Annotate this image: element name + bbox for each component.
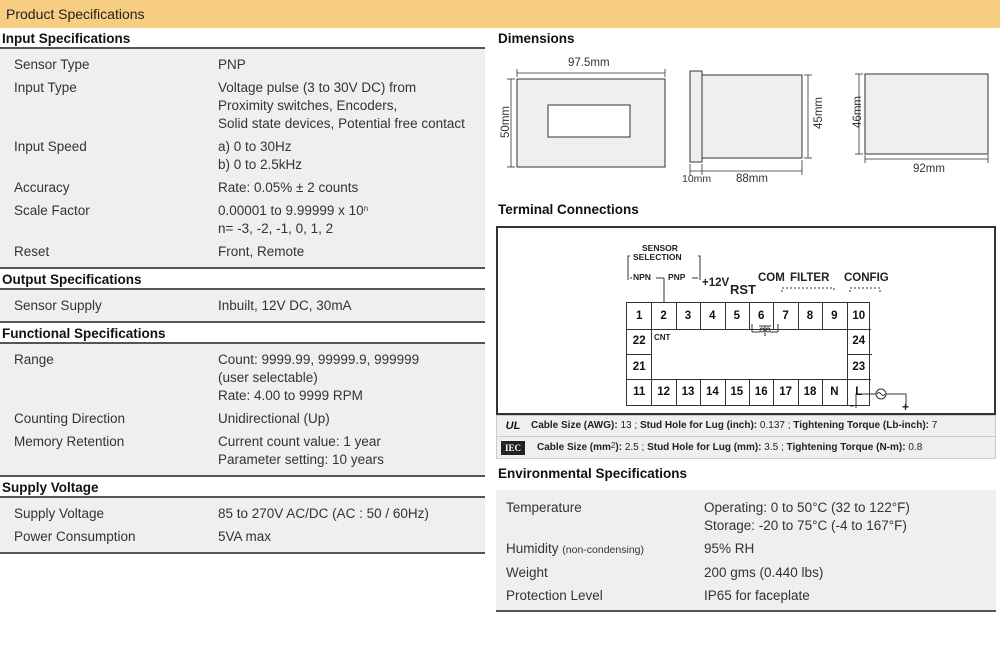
cnt-label: CNT xyxy=(654,333,671,342)
spec-value xyxy=(704,499,996,535)
terminal-bottom-divider xyxy=(676,379,677,405)
terminal-top-cell: 2 xyxy=(660,310,667,322)
spec-value-line xyxy=(218,369,485,387)
spec-value xyxy=(218,528,485,546)
side-height-label: 45mm xyxy=(812,97,825,129)
spec-value-text: Unidirectional (Up) xyxy=(218,411,330,426)
sensor-bracket-left xyxy=(628,256,630,280)
spec-row xyxy=(14,505,485,523)
spec-row xyxy=(14,410,485,428)
spec-value-line xyxy=(218,79,485,97)
iec-stud-label: Stud Hole for Lug (mm): xyxy=(647,441,762,453)
filter-label: FILTER xyxy=(790,272,830,284)
ul-logo-icon: UL xyxy=(505,420,521,432)
terminal-bottom-cell: N xyxy=(830,386,839,398)
terminal-top-divider xyxy=(651,303,652,329)
spec-value-line xyxy=(218,351,485,369)
spec-value-text: 5VA max xyxy=(218,529,272,544)
iec-torque-value: 0.8 xyxy=(905,441,923,453)
spec-value-text: PNP xyxy=(218,57,246,72)
front-width-label: 97.5mm xyxy=(568,57,610,69)
spec-row xyxy=(506,587,996,605)
spec-value-text: Current count value: 1 year xyxy=(218,434,381,449)
npn-label: NPN xyxy=(633,272,651,282)
spec-key xyxy=(506,499,704,535)
front-view-display xyxy=(548,105,630,137)
spec-key-text: Range xyxy=(14,352,54,367)
spec-value-text: Rate: 4.00 to 9999 RPM xyxy=(218,388,363,403)
spec-value-line xyxy=(218,156,485,174)
spec-key-text: Temperature xyxy=(506,500,582,515)
terminal-bottom-cell: 12 xyxy=(657,386,670,398)
side-view-bezel xyxy=(690,71,702,162)
terminal-bottom-cell: 11 xyxy=(633,386,646,398)
spec-value-line xyxy=(218,243,485,261)
iec-cable-sup: 2 xyxy=(610,440,616,450)
spec-key xyxy=(14,297,218,315)
spec-key-text: Supply Voltage xyxy=(14,506,105,521)
spec-key xyxy=(14,351,218,405)
spec-key-text: Protection Level xyxy=(506,588,603,603)
spec-key xyxy=(14,56,218,74)
spec-key xyxy=(14,528,218,546)
sensor-bracket-right xyxy=(698,256,700,280)
spec-value-line xyxy=(218,220,485,238)
iec-torque-label: Tightening Torque (N-m): xyxy=(786,441,906,453)
output-specs-table xyxy=(0,290,485,323)
spec-value-line xyxy=(704,587,996,605)
terminal-diagram xyxy=(496,226,996,415)
spec-value xyxy=(218,138,485,174)
supply-plus-label: + xyxy=(902,400,910,414)
terminal-right-mid-line xyxy=(847,354,872,355)
terminal-left-cell: 21 xyxy=(632,361,646,373)
iec-cert-row xyxy=(496,437,996,459)
terminal-top-cell: 6 xyxy=(757,310,765,322)
spec-row xyxy=(14,56,485,74)
spec-key xyxy=(506,564,704,582)
spec-key xyxy=(14,505,218,523)
spec-value-text: Front, Remote xyxy=(218,244,305,259)
spec-row xyxy=(14,528,485,546)
spec-value-line xyxy=(218,202,485,220)
spec-key-text: Scale Factor xyxy=(14,203,90,218)
spec-key-text: Counting Direction xyxy=(14,411,126,426)
terminal-top-cell: 7 xyxy=(782,310,789,322)
spec-key-text: Accuracy xyxy=(14,180,70,195)
supply-voltage-table xyxy=(0,498,485,554)
spec-value-line xyxy=(218,451,485,469)
spec-value xyxy=(704,587,996,605)
spec-value-text: 200 gms (0.440 lbs) xyxy=(704,565,824,580)
spec-value-line xyxy=(704,499,996,517)
config-bracket xyxy=(850,288,880,292)
spec-row xyxy=(506,564,996,582)
spec-row xyxy=(14,138,485,174)
terminal-right-cell: 23 xyxy=(852,361,866,373)
terminal-bottom-cell: 13 xyxy=(681,386,695,398)
terminal-top-cell: 4 xyxy=(709,310,716,322)
terminal-block xyxy=(626,302,870,406)
output-specs-heading: Output Specifications xyxy=(0,269,485,290)
spec-key xyxy=(14,79,218,133)
spec-value-line xyxy=(704,517,996,535)
input-specs-heading: Input Specifications xyxy=(0,28,485,49)
terminal-bottom-divider xyxy=(847,379,848,405)
spec-value-line xyxy=(704,564,996,582)
terminal-bottom-divider xyxy=(700,379,701,405)
spec-value-line xyxy=(218,505,485,523)
spec-key-text: Input Speed xyxy=(14,139,87,154)
terminal-bottom-divider xyxy=(798,379,799,405)
spec-row xyxy=(14,297,485,315)
spec-value-text: Parameter setting: 10 years xyxy=(218,452,384,467)
spec-key xyxy=(14,433,218,469)
spec-row xyxy=(506,540,996,559)
iec-logo-icon: IEC xyxy=(501,441,525,455)
terminal-left-cell: 22 xyxy=(632,335,646,347)
iec-stud-value: 3.5 ; xyxy=(761,441,787,453)
terminal-top-cell: 10 xyxy=(852,310,866,322)
spec-row xyxy=(14,202,485,238)
rst-label: RST xyxy=(730,282,756,297)
spec-value-text: Voltage pulse (3 to 30V DC) from xyxy=(218,80,417,95)
spec-value-text: Count: 9999.99, 99999.9, 999999 xyxy=(218,352,420,367)
spec-value xyxy=(218,243,485,261)
page-banner: Product Specifications xyxy=(0,0,1000,28)
supply-voltage-heading: Supply Voltage xyxy=(0,477,485,498)
spec-row xyxy=(14,79,485,133)
spec-value xyxy=(218,56,485,74)
terminal-top-divider xyxy=(676,303,677,329)
spec-value-text: Storage: -20 to 75°C (-4 to 167°F) xyxy=(704,518,907,533)
left-column xyxy=(0,28,485,554)
terminal-bottom-cell: 14 xyxy=(705,386,719,398)
terminal-bottom-cell: 15 xyxy=(730,386,744,398)
spec-value-text: Inbuilt, 12V DC, 30mA xyxy=(218,298,352,313)
spec-value-text: a) 0 to 30Hz xyxy=(218,139,292,154)
spec-value-text: n= -3, -2, -1, 0, 1, 2 xyxy=(218,221,334,236)
spec-key xyxy=(14,138,218,174)
functional-specs-table xyxy=(0,344,485,477)
spec-value xyxy=(704,564,996,582)
cutout-width-label: 92mm xyxy=(913,163,945,175)
terminal-bottom-cell: 16 xyxy=(754,386,768,398)
iec-cable-label-end: ): xyxy=(615,441,623,453)
spec-key-text: Input Type xyxy=(14,80,77,95)
spec-key-text: Weight xyxy=(506,565,548,580)
config-label: CONFIG xyxy=(844,272,889,284)
spec-value-text: Proximity switches, Encoders, xyxy=(218,98,398,113)
spec-row xyxy=(14,351,485,405)
terminal-bottom-divider xyxy=(651,379,652,405)
spec-value-text: Operating: 0 to 50°C (32 to 122°F) xyxy=(704,500,910,515)
terminal-top-cell: 8 xyxy=(806,310,814,322)
spec-value-text: (user selectable) xyxy=(218,370,318,385)
filter-bracket xyxy=(782,288,834,292)
terminal-top-divider xyxy=(700,303,701,329)
spec-key-text: Sensor Type xyxy=(14,57,90,72)
pnp-label: PNP xyxy=(668,272,686,282)
functional-specs-heading: Functional Specifications xyxy=(0,323,485,344)
spec-row xyxy=(14,179,485,197)
terminal-bottom-cell: L xyxy=(855,386,863,398)
terminal-cells xyxy=(627,303,869,405)
ul-torque-label: Tightening Torque (Lb-inch): xyxy=(793,420,929,431)
environmental-table xyxy=(496,490,996,612)
terminal-left-mid-line xyxy=(627,354,651,355)
terminal-top-cell: 9 xyxy=(831,310,838,322)
spec-value-line xyxy=(218,387,485,405)
spec-value xyxy=(218,79,485,133)
terminal-bottom-divider xyxy=(749,379,750,405)
input-specs-table xyxy=(0,49,485,269)
iec-cable-label: Cable Size (mm xyxy=(537,441,611,453)
spec-value-text: 0.00001 to 9.99999 x 10 xyxy=(218,203,364,218)
spec-value-text: Rate: 0.05% ± 2 counts xyxy=(218,180,359,195)
terminal-row-line-3 xyxy=(627,379,871,380)
spec-key xyxy=(14,410,218,428)
terminal-top-cell: 1 xyxy=(635,310,643,322)
spec-value-text: 95% RH xyxy=(704,541,755,556)
spec-value xyxy=(218,202,485,238)
sensor-selection-label-1: SENSOR xyxy=(642,243,678,253)
spec-value-line xyxy=(218,179,485,197)
spec-value xyxy=(218,179,485,197)
terminal-top-divider xyxy=(725,303,726,329)
terminal-right-cell: 24 xyxy=(852,335,866,347)
spec-value-line xyxy=(218,56,485,74)
spec-key-text: Reset xyxy=(14,244,50,259)
spec-value-line xyxy=(218,138,485,156)
ul-stud-value: 0.137 ; xyxy=(757,420,794,431)
spec-value-line xyxy=(704,540,996,558)
terminal-bottom-divider xyxy=(773,379,774,405)
spec-key xyxy=(14,179,218,197)
sensor-selection-label-2: SELECTION xyxy=(633,252,682,262)
v12-label: +12V xyxy=(702,277,730,289)
spec-key-text: Power Consumption xyxy=(14,529,136,544)
spec-value-text: IP65 for faceplate xyxy=(704,588,810,603)
terminal-inner-right xyxy=(847,329,848,379)
spec-row xyxy=(506,499,996,535)
iec-cable-value: 2.5 ; xyxy=(622,441,648,453)
cutout-height-label: 46mm xyxy=(851,96,864,128)
com-label: COM xyxy=(758,272,785,284)
spec-row xyxy=(14,433,485,469)
terminal-bottom-cell: 17 xyxy=(779,386,792,398)
terminal-bottom-divider xyxy=(822,379,823,405)
spec-key xyxy=(506,540,704,559)
spec-key-note: (non-condensing) xyxy=(562,544,644,556)
environmental-heading: Environmental Specifications xyxy=(498,466,688,481)
spec-value xyxy=(704,540,996,559)
spec-value-line xyxy=(218,115,485,133)
terminal-top-divider xyxy=(773,303,774,329)
side-view-body xyxy=(702,75,802,158)
spec-value-text: b) 0 to 2.5kHz xyxy=(218,157,303,172)
supply-minus-label: - xyxy=(850,398,854,412)
front-height-label: 50mm xyxy=(499,106,512,138)
terminal-row-line-1 xyxy=(627,329,871,330)
spec-key xyxy=(14,243,218,261)
spec-value xyxy=(218,410,485,428)
spec-value xyxy=(218,505,485,523)
dimensions-heading: Dimensions xyxy=(498,31,575,46)
spec-row xyxy=(14,243,485,261)
terminal-top-cell: 5 xyxy=(733,310,740,322)
dimensions-drawing xyxy=(496,49,1000,185)
spec-key xyxy=(14,202,218,238)
ul-cert-row xyxy=(496,415,996,437)
spec-value xyxy=(218,351,485,405)
ul-cable-label: Cable Size (AWG): xyxy=(531,420,618,431)
terminal-top-divider xyxy=(749,303,750,329)
spec-key-text: Humidity xyxy=(506,541,559,556)
spec-value xyxy=(218,433,485,469)
terminal-top-divider xyxy=(847,303,848,329)
side-depth-label: 88mm xyxy=(736,173,768,185)
right-column xyxy=(496,28,1000,612)
terminals-heading: Terminal Connections xyxy=(498,202,639,217)
ul-stud-label: Stud Hole for Lug (inch): xyxy=(639,420,758,431)
spec-value-line xyxy=(218,410,485,428)
terminal-top-divider xyxy=(798,303,799,329)
spec-key-text: Sensor Supply xyxy=(14,298,102,313)
ul-cable-value: 13 ; xyxy=(617,420,640,431)
spec-value-line xyxy=(218,97,485,115)
terminal-inner-left xyxy=(651,329,652,379)
spec-key xyxy=(506,587,704,605)
spec-value-superscript: n xyxy=(363,204,369,213)
terminal-bottom-divider xyxy=(725,379,726,405)
terminal-bottom-cell: 18 xyxy=(803,386,817,398)
spec-value-line xyxy=(218,528,485,546)
spec-value-text: 85 to 270V AC/DC (AC : 50 / 60Hz) xyxy=(218,506,429,521)
spec-value-text: Solid state devices, Potential free contact xyxy=(218,116,465,131)
panel-cutout xyxy=(865,74,988,154)
spec-key-text: Memory Retention xyxy=(14,434,125,449)
terminal-top-cell: 3 xyxy=(684,310,692,322)
spec-value xyxy=(218,297,485,315)
ul-torque-value: 7 xyxy=(929,420,938,431)
spec-value-line xyxy=(218,297,485,315)
terminal-top-divider xyxy=(822,303,823,329)
side-bezel-depth-label: 10mm xyxy=(682,173,712,185)
spec-value-line xyxy=(218,433,485,451)
